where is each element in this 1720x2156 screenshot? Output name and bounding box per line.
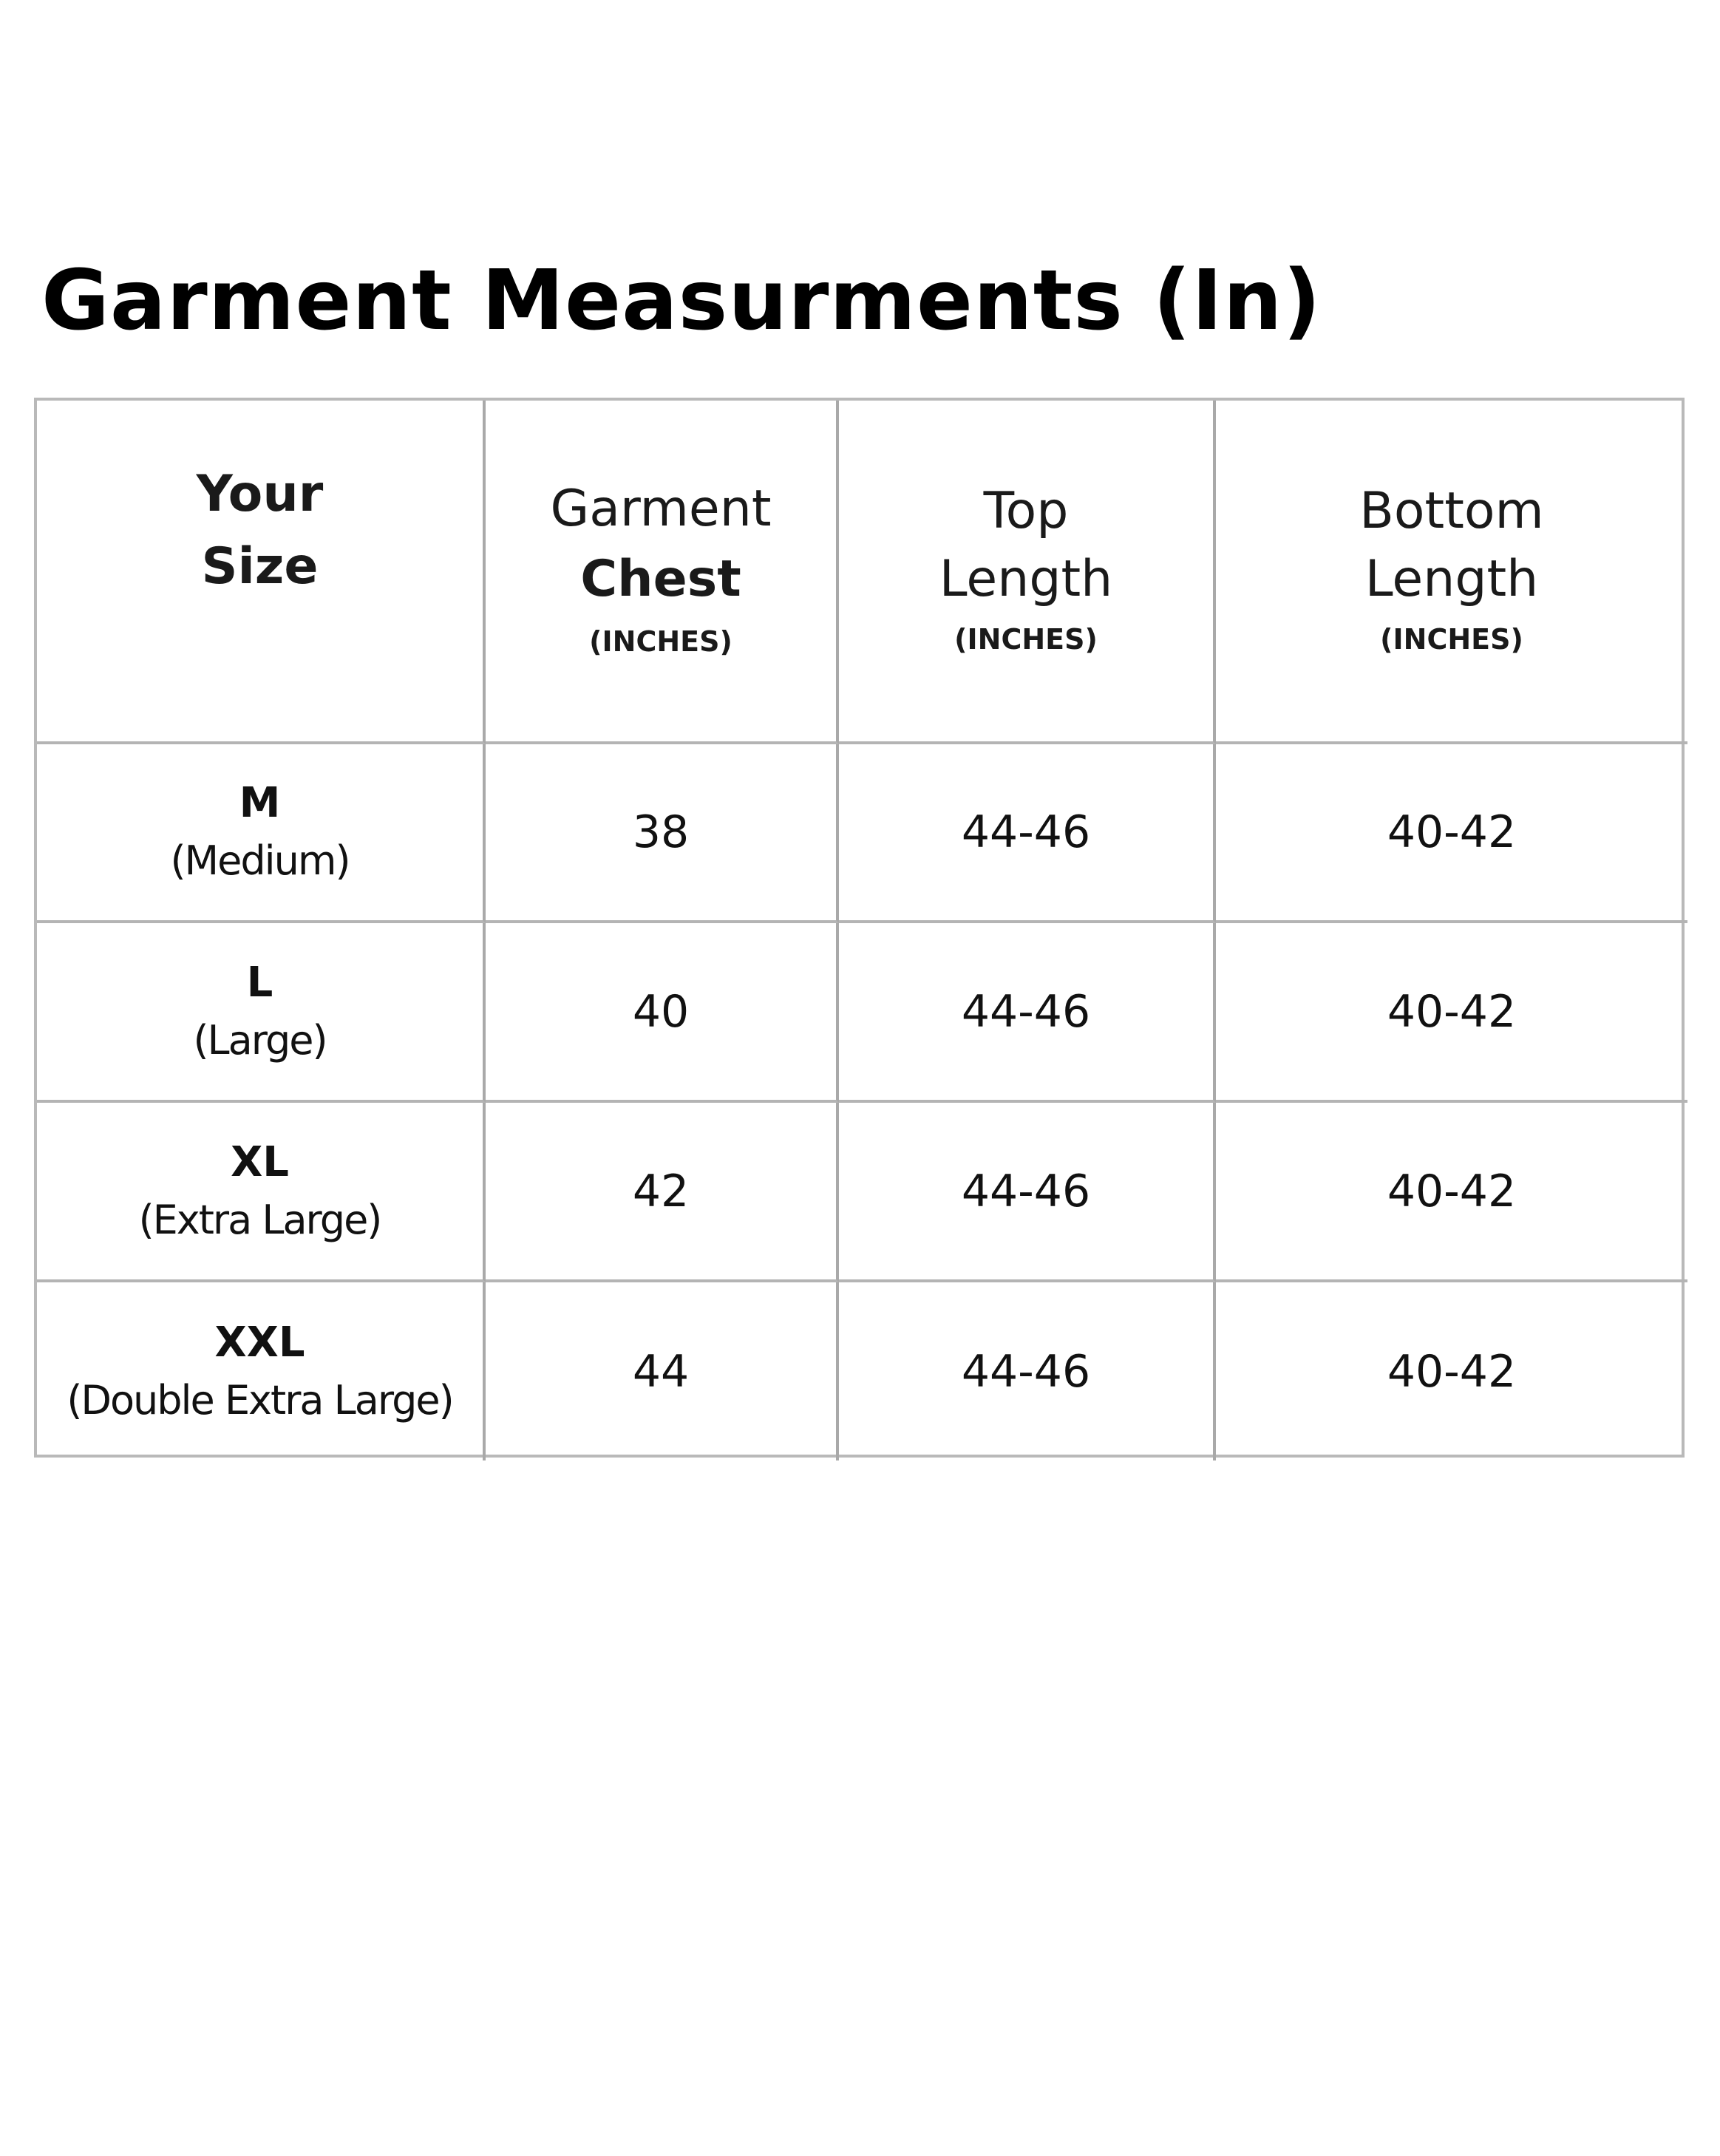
chest-cell xyxy=(486,923,839,1103)
header-top-length xyxy=(839,401,1216,744)
title-container xyxy=(41,245,1322,349)
header-label-line1: Garment xyxy=(550,479,772,538)
chest-value: 38 xyxy=(632,806,690,858)
header-garment-chest xyxy=(486,401,839,744)
size-cell xyxy=(37,1282,486,1460)
top-length-cell xyxy=(839,1103,1216,1282)
bottom-length-cell xyxy=(1216,1282,1687,1460)
bottom-length-cell xyxy=(1216,1103,1687,1282)
chest-cell xyxy=(486,1103,839,1282)
chest-cell xyxy=(486,1282,839,1460)
size-code: XXL xyxy=(214,1318,305,1367)
size-code: L xyxy=(246,958,273,1007)
chest-cell xyxy=(486,744,839,923)
size-code: XL xyxy=(231,1137,289,1186)
top-length-value: 44-46 xyxy=(961,806,1091,858)
bottom-length-value: 40-42 xyxy=(1387,1345,1517,1398)
header-unit: (INCHES) xyxy=(954,622,1098,656)
size-name: (Large) xyxy=(193,1016,327,1064)
header-unit: (INCHES) xyxy=(1380,622,1523,656)
size-cell xyxy=(37,923,486,1103)
bottom-length-value: 40-42 xyxy=(1387,985,1517,1038)
top-length-cell xyxy=(839,923,1216,1103)
top-length-value: 44-46 xyxy=(961,1165,1091,1217)
size-cell xyxy=(37,744,486,923)
header-label-line2: Length xyxy=(1364,549,1539,608)
header-unit: (INCHES) xyxy=(589,625,732,658)
chest-value: 44 xyxy=(632,1345,690,1398)
bottom-length-value: 40-42 xyxy=(1387,1165,1517,1217)
header-label-line2: Length xyxy=(939,549,1113,608)
header-label-line1: Bottom xyxy=(1359,481,1544,540)
top-length-cell xyxy=(839,744,1216,923)
header-bottom-length xyxy=(1216,401,1687,744)
header-label-line2: Size xyxy=(201,537,319,596)
size-chart-table xyxy=(34,398,1685,1458)
page-title: Garment Measurments (In) xyxy=(41,253,1322,349)
header-label-line1: Your xyxy=(196,464,324,523)
bottom-length-value: 40-42 xyxy=(1387,806,1517,858)
header-label-line2: Chest xyxy=(580,549,741,608)
size-name: (Medium) xyxy=(170,837,350,884)
header-your-size xyxy=(37,401,486,744)
header-label-line1: Top xyxy=(983,481,1069,540)
top-length-value: 44-46 xyxy=(961,985,1091,1038)
bottom-length-cell xyxy=(1216,744,1687,923)
chest-value: 40 xyxy=(632,985,690,1038)
size-name: (Double Extra Large) xyxy=(67,1376,453,1424)
size-cell xyxy=(37,1103,486,1282)
chest-value: 42 xyxy=(632,1165,690,1217)
top-length-value: 44-46 xyxy=(961,1345,1091,1398)
bottom-length-cell xyxy=(1216,923,1687,1103)
size-name: (Extra Large) xyxy=(138,1196,381,1243)
top-length-cell xyxy=(839,1282,1216,1460)
size-code: M xyxy=(239,779,281,827)
